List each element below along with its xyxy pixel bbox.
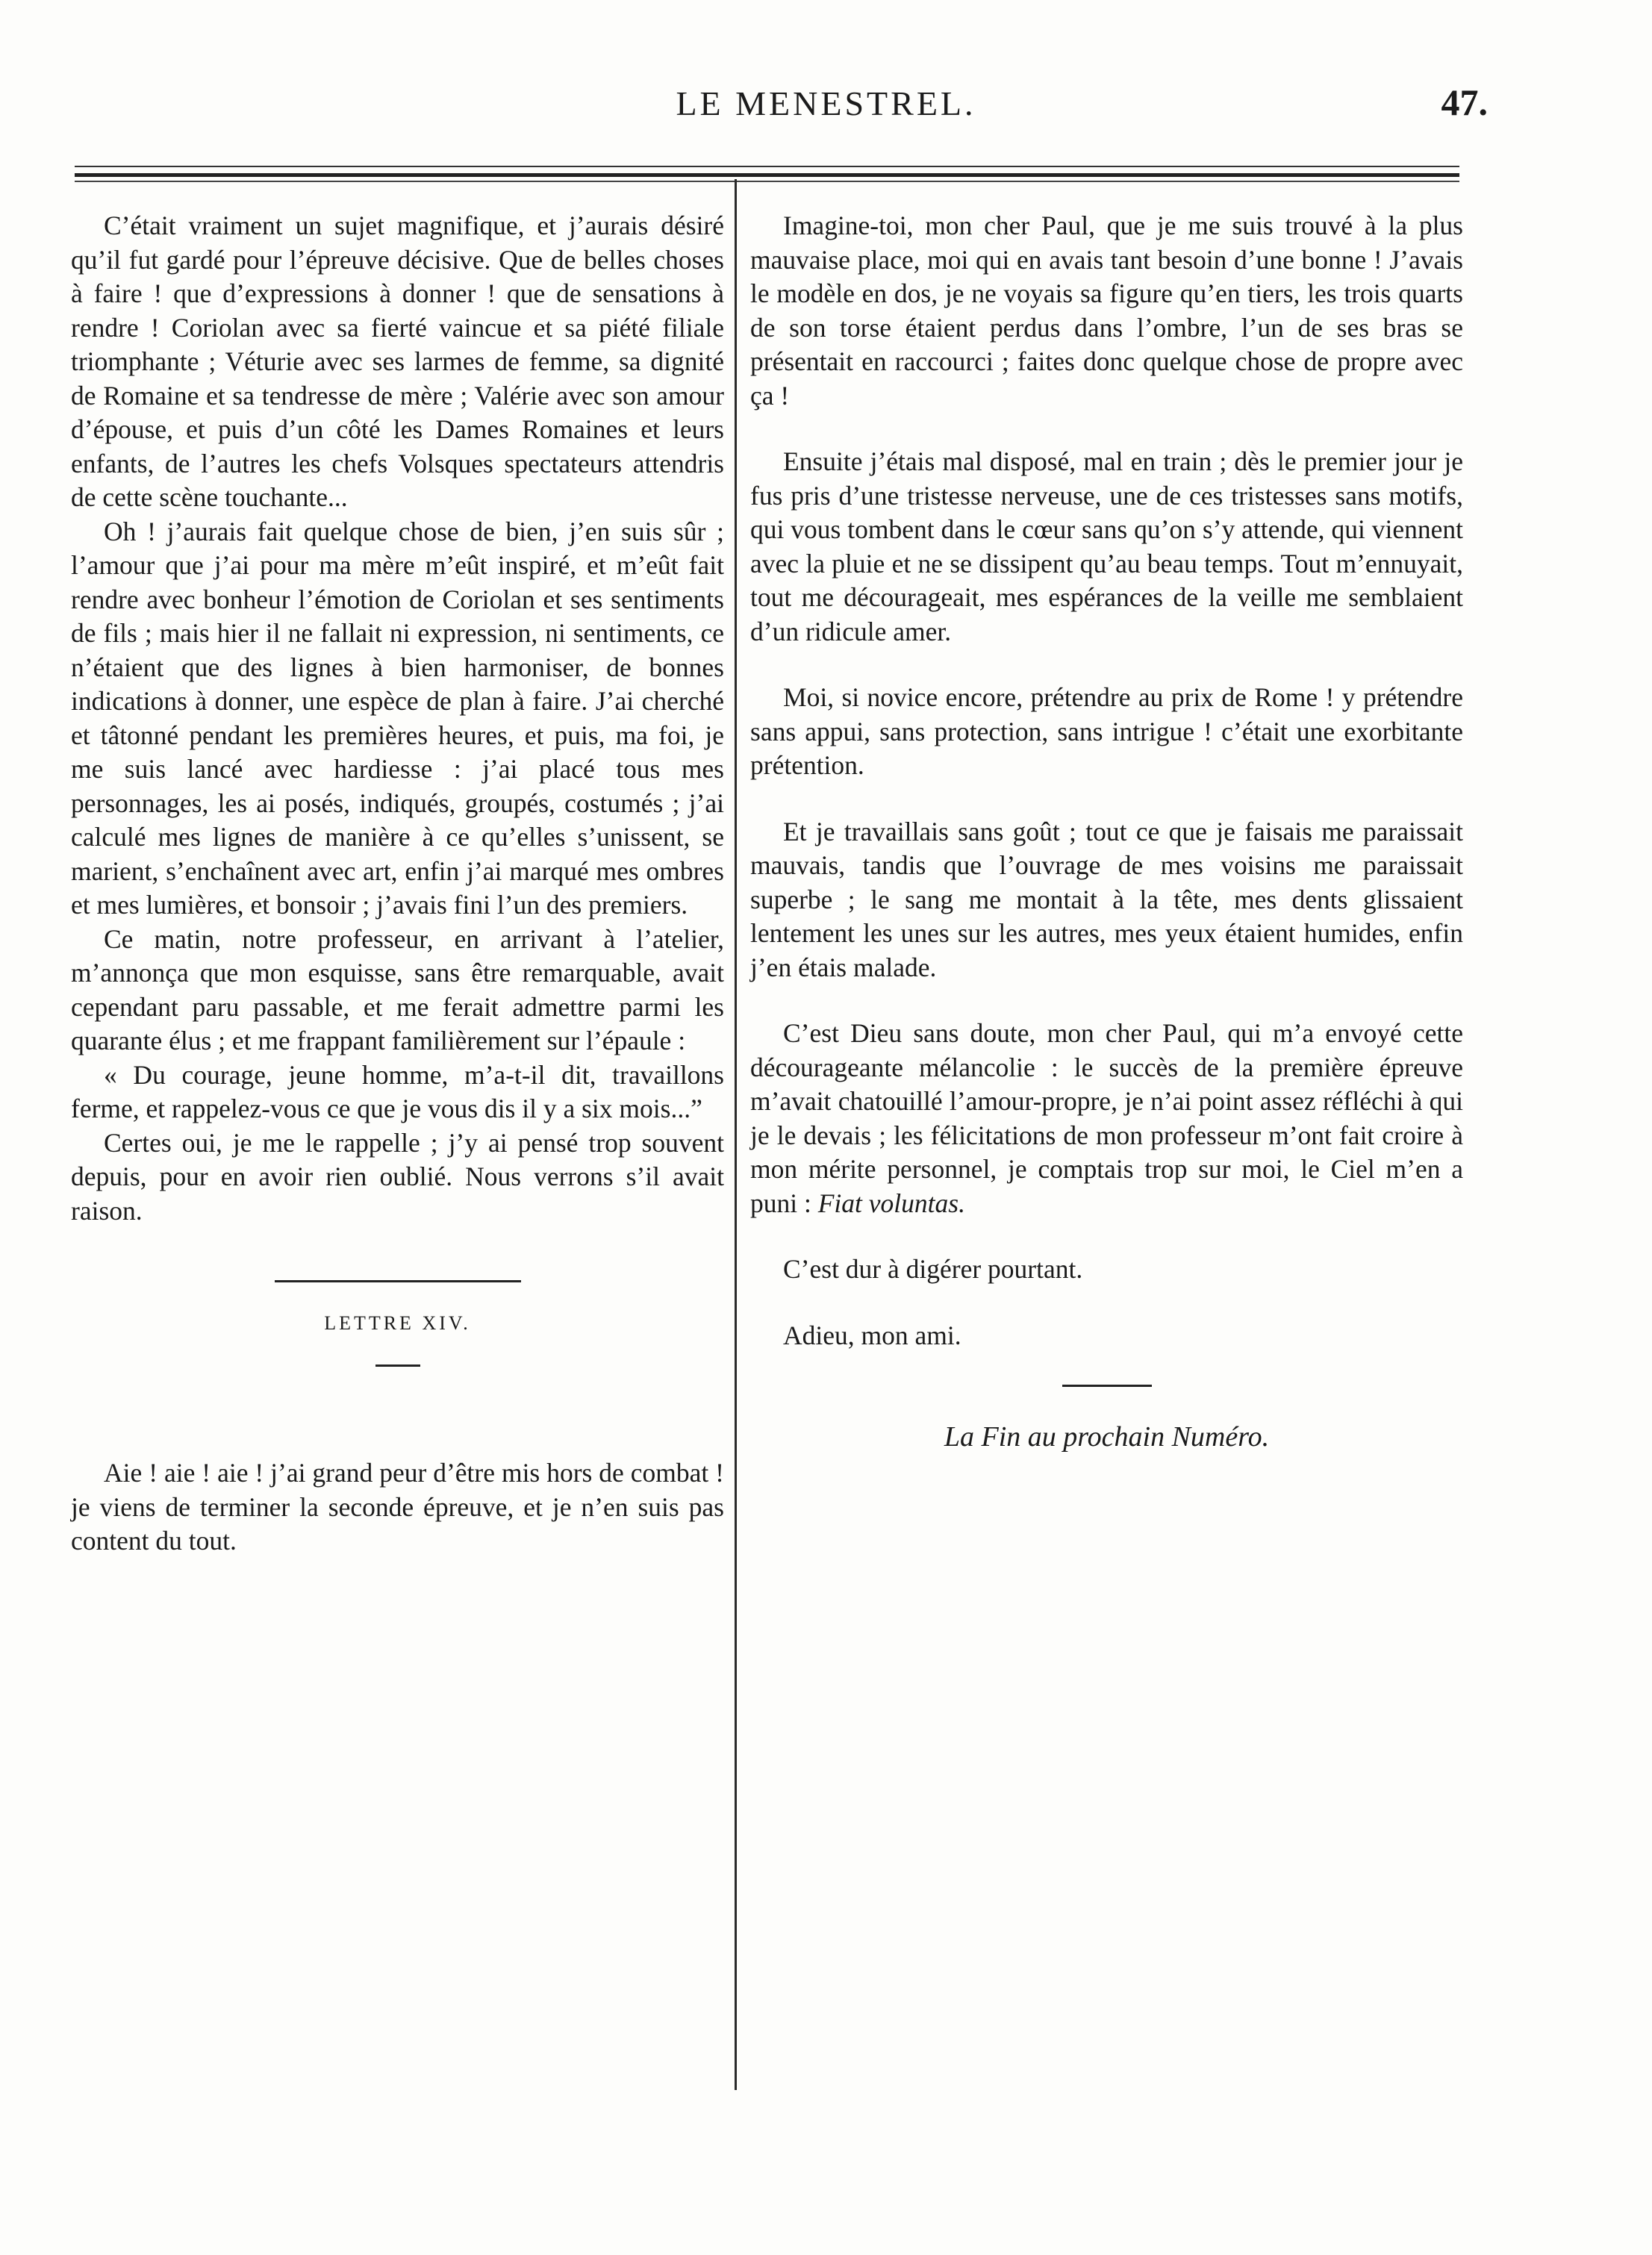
paragraph: C’est dur à digérer pourtant.: [783, 1254, 1083, 1284]
paragraph: Ensuite j’étais mal disposé, mal en train ; dès le premier jour je fus pris d’une tristesse nerveuse, une de ces tristesses sans motifs, qui vous tombent dans le cœur sans qu’on s’y attende, qui viennent avec la pluie et ne se dissipent qu’au beau temps. Tout m’ennuyait, tout me décourageait, mes espérances de la veille me semblaient d’un ridicule amer.: [750, 446, 1463, 646]
paragraph: Aie ! aie ! aie ! j’ai grand peur d’être mis hors de combat ! je viens de terminer la seconde épreuve, et je n’en suis pas content du tout.: [71, 1458, 724, 1556]
paragraph: Oh ! j’aurais fait quelque chose de bien, j’en suis sûr ; l’amour que j’ai pour ma mère m’eût inspiré, et m’eût fait rendre avec bonheur l’émotion de Coriolan et ses sentiments de fils ; mais hier il ne fallait ni expression, ni sentiments, ce n’étaient que des lignes à bien harmoniser, de bonnes indications à donner, une espèce de plan à faire. J’ai cherché et tâtonné pendant les premières heures, et puis, ma foi, je me suis lancé avec hardiesse : j’ai placé tous mes personnages, les ai posés, indiqués, groupés, costumés ; j’ai calculé mes lignes de manière à ce qu’elles s’unissent, se marient, s’enchaînent avec art, enfin j’ai marqué mes ombres et mes lumières, et bonsoir ; j’avais fini l’un des premiers.: [71, 516, 724, 920]
running-head: [0, 81, 1652, 136]
right-column: [750, 209, 1463, 1453]
section-title: LETTRE XIV.: [324, 1312, 471, 1334]
latin-phrase: Fiat voluntas.: [817, 1188, 965, 1218]
paragraph: Certes oui, je me le rappelle ; j’y ai pensé trop souvent depuis, pour en avoir rien oublié. Nous verrons s’il avait raison.: [71, 1127, 724, 1226]
to-be-continued-note: La Fin au prochain Numéro.: [944, 1421, 1270, 1453]
header-rule-lower: [75, 181, 1459, 182]
section-dash: [375, 1364, 420, 1367]
left-column: [71, 209, 724, 1559]
paragraph: Adieu, mon ami.: [783, 1320, 961, 1350]
paragraph: Imagine-toi, mon cher Paul, que je me suis trouvé à la plus mauvaise place, moi qui en avais tant besoin d’une bonne ! J’avais le modèle en dos, je ne voyais sa figure qu’en tiers, les trois quarts de son torse étaient perdus dans l’ombre, l’un de ses bras se présentait en raccourci ; faites donc quelque chose de propre avec ça !: [750, 210, 1463, 411]
paragraph: Ce matin, notre professeur, en arrivant à l’atelier, m’annonça que mon esquisse, sans être remarquable, avait cependant paru passable, et me ferait admettre parmi les quarante élus ; et me frappant familièrement sur l’épaule :: [71, 923, 724, 1055]
section-separator-rule: [275, 1280, 521, 1282]
closing-dash: [1062, 1385, 1152, 1387]
column-divider: [735, 179, 737, 2090]
header-rule: [75, 173, 1459, 177]
page-number: 47.: [1441, 81, 1488, 123]
paragraph-text: C’est Dieu sans doute, mon cher Paul, qui m’a envoyé cette décourageante mélancolie : le succès de la première épreuve m’avait chatouillé l’amour-propre, je n’ai point assez réfléchi à qui je le devais ; les félicitations de mon professeur m’ont fait croire à mon mérite personnel, je comptais trop sur moi, le Ciel m’en a puni :: [750, 1018, 1463, 1218]
paragraph: Et je travaillais sans goût ; tout ce que je faisais me paraissait mauvais, tandis que l’ouvrage de mes voisins me paraissait superbe ; le sang me montait à la tête, mes dents glissaient lentement les unes sur les autres, mes yeux étaient humides, enfin j’en étais malade.: [750, 816, 1463, 982]
paragraph: C’était vraiment un sujet magnifique, et j’aurais désiré qu’il fut gardé pour l’épreuve décisive. Que de belles choses à faire ! que d’expressions à donner ! que de sensations à rendre ! Coriolan avec sa fierté vaincue et sa piété filiale triomphante ; Véturie avec ses larmes de femme, sa dignité de Romaine et sa tendresse de mère ; Valérie avec son amour d’épouse, et puis d’un côté les Dames Romaines et leurs enfants, de l’autres les chefs Volsques spectateurs attendris de cette scène touchante...: [71, 210, 724, 512]
publication-title: LE MENESTREL.: [676, 84, 976, 122]
paragraph: Moi, si novice encore, prétendre au prix de Rome ! y prétendre sans appui, sans protection, sans intrigue ! c’était une exorbitante prétention.: [750, 682, 1463, 780]
paragraph: [750, 1017, 1463, 1220]
header-rule-thin: [75, 166, 1459, 167]
paragraph: « Du courage, jeune homme, m’a-t-il dit, travaillons ferme, et rappelez-vous ce que je vous dis il y a six mois...”: [71, 1059, 724, 1123]
